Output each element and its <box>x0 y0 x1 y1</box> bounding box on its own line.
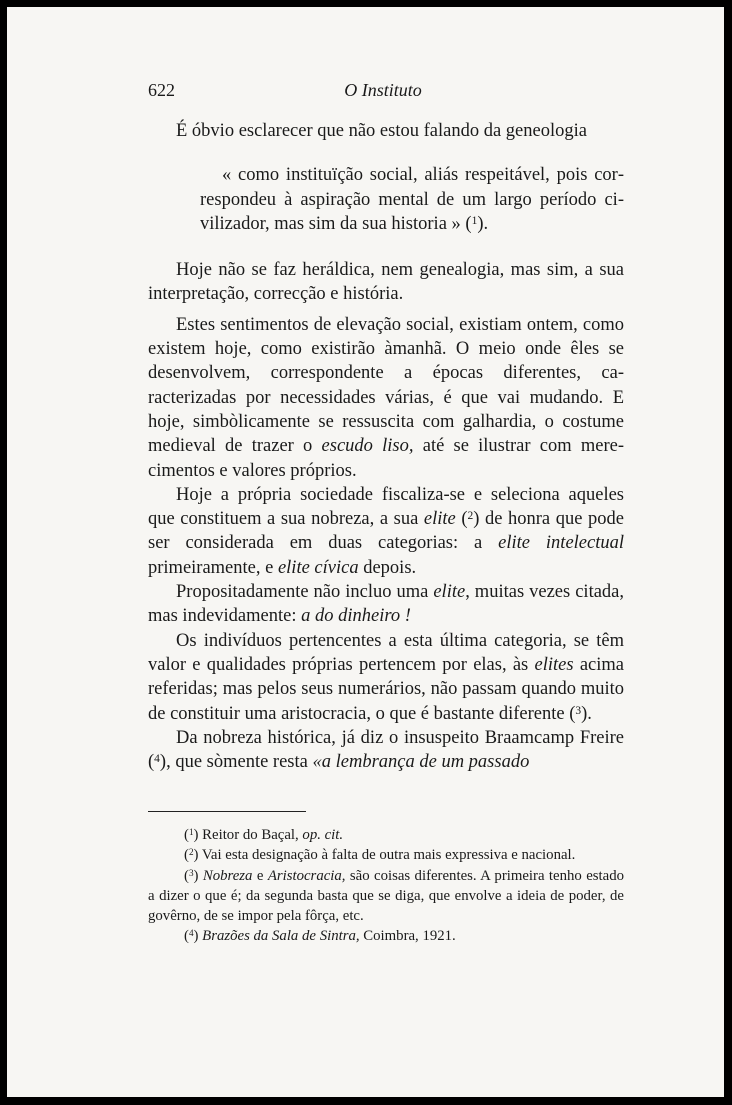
paragraph-1: É óbvio esclarecer que não estou falando da geneologia <box>176 121 587 141</box>
body-text <box>148 119 624 774</box>
footnote-3: ($^3$) Nobreza e Aristocracia, são coisas diferentes. A primeira tenho estado a dizer o que é; da segunda basta que se diga, que envolve a ideia de poder, de govêrno, de se impor pela fôrça, etc. <box>148 867 624 925</box>
footnote-ref-3: 3 <box>575 704 582 717</box>
paragraph-4: Hoje a própria sociedade fiscaliza-se e seleciona aqueles que constituem a sua nobreza, a sua elite ($^2$) de honra que pode ser considerada em duas categorias: a elite intelectual primeiramente, e elite cívica depois. <box>148 484 624 578</box>
footnotes <box>148 825 624 947</box>
running-title: O Instituto <box>344 80 422 100</box>
footnote-ref-2: 2 <box>467 510 474 522</box>
footnote-4: ($^4$) Brazões da Sala de Sintra, Coimbra, 1921. <box>184 928 456 945</box>
book-page <box>7 7 724 1097</box>
page-number: 622 <box>148 80 175 100</box>
paragraph-7: Da nobreza histórica, já diz o insuspeito Braamcamp Freire ($^4$), que sòmente resta «a lembrança de um passado <box>148 727 624 773</box>
footnote-ref-1: 1 <box>471 214 478 227</box>
page-header <box>148 80 618 104</box>
block-quote: « como instituïção social, aliás respeitável, pois correspondeu à aspiração mental de um largo período civilizador, mas sim da sua historia » ($^1$). <box>200 165 624 234</box>
paragraph-2: Hoje não se faz heráldica, nem genealogia, mas sim, a sua interpretação, correcção e história. <box>148 260 624 305</box>
footnote-divider <box>148 811 306 812</box>
footnote-ref-4: 4 <box>154 752 160 765</box>
paragraph-3: Estes sentimentos de elevação social, existiam ontem, como existem hoje, como existirão àmanhã. O meio onde êles se desenvolvem, correspondente a épocas diferentes, caracterizadas por necessidades várias, é que vai mudando. E hoje, simbòlicamente se ressuscita com galhardia, o costume medieval de trazer o escudo liso, até se ilustrar com merecimentos e valores próprios. <box>148 314 625 481</box>
paragraph-5: Propositadamente não incluo uma elite, muitas vezes citada, mas indevidamente: a do dinheiro ! <box>148 582 625 627</box>
footnote-1: ($^1$) Reitor do Baçal, op. cit. <box>184 826 344 843</box>
paragraph-6: Os indivíduos pertencentes a esta última categoria, se têm valor e qualidades próprias pertencem por elas, às elites acima referidas; mas pelos seus numerários, não passam quando muito de constituir uma aristocracia, o que é bastante diferente ($^3$). <box>148 630 625 724</box>
footnote-2: ($^2$) Vai esta designação à falta de outra mais expressiva e nacional. <box>184 847 576 864</box>
